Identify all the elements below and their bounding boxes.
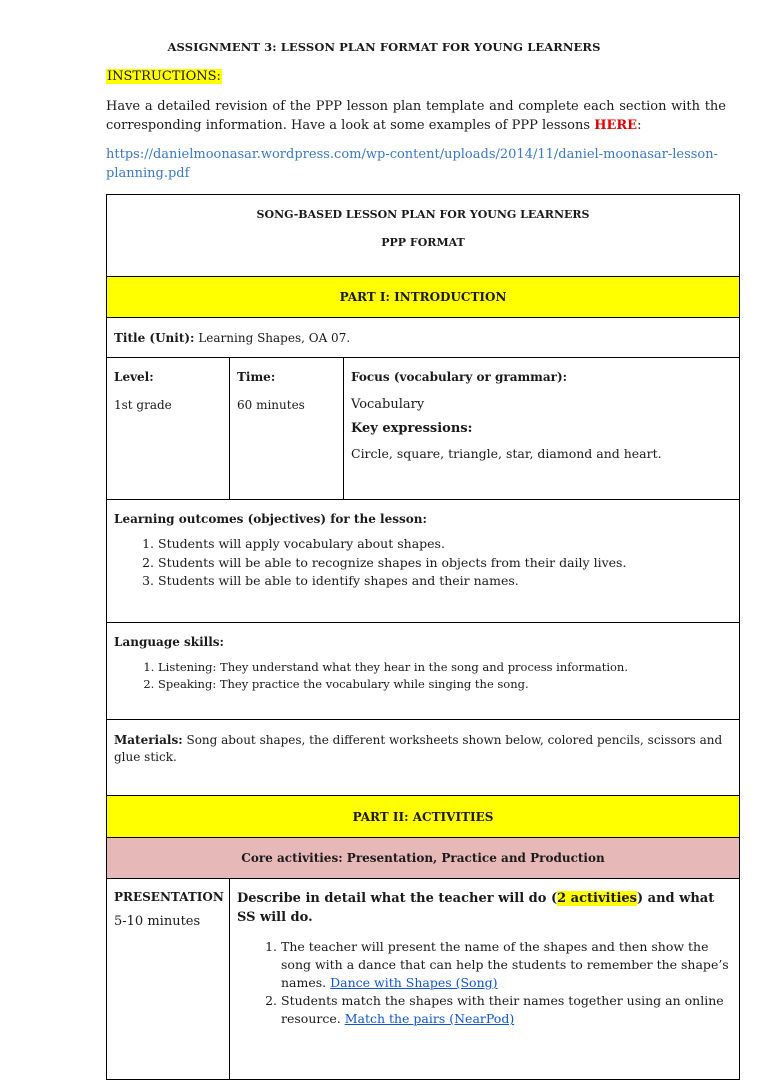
instructions-body: Have a detailed revision of the PPP lesson plan template and complete each section with the corresponding information. Have a look at some examples of PPP lessons — [106, 99, 726, 133]
skill-item: 2. Speaking: They practice the vocabulary while singing the song. — [158, 676, 732, 693]
level-time-focus-row — [107, 358, 740, 500]
plan-heading: SONG-BASED LESSON PLAN FOR YOUNG LEARNERS — [256, 208, 590, 221]
time-cell — [230, 358, 344, 500]
plan-heading-cell — [107, 195, 740, 277]
key-expressions-value: Circle, square, triangle, star, diamond and heart. — [351, 446, 662, 461]
presentation-time: 5-10 minutes — [114, 914, 201, 929]
level-cell — [107, 358, 230, 500]
focus-value: Vocabulary — [351, 397, 425, 412]
title-value: Learning Shapes, OA 07. — [198, 330, 351, 345]
skills-cell — [107, 623, 740, 720]
activity2-text: Students match the shapes with their names together using an online resource. — [281, 993, 724, 1026]
title-label: Title (Unit): — [114, 330, 195, 345]
time-label: Time: — [237, 370, 276, 384]
materials-label: Materials: — [114, 733, 183, 747]
outcome-item: 2. Students will be able to recognize shapes in objects from their daily lives. — [158, 554, 732, 573]
presentation-cell — [107, 879, 230, 1080]
dance-with-shapes-link[interactable]: Dance with Shapes (Song) — [330, 975, 498, 990]
describe-pre: Describe in detail what the teacher will do ( — [237, 891, 558, 906]
outcomes-cell — [107, 500, 740, 623]
materials-row — [107, 720, 740, 796]
materials-value: Song about shapes, the different worksheets shown below, colored pencils, scissors and glue stick. — [114, 733, 723, 764]
skills-label: Language skills: — [114, 635, 224, 649]
materials-cell — [107, 720, 740, 796]
resource-url-link[interactable]: https://danielmoonasar.wordpress.com/wp-content/uploads/2014/11/daniel-moonasar-lesson-planning.pdf — [106, 147, 719, 181]
outcomes-row — [107, 500, 740, 623]
presentation-row — [107, 879, 740, 1080]
outcomes-label: Learning outcomes (objectives) for the lesson: — [114, 512, 427, 526]
title-cell — [107, 318, 740, 358]
focus-label: Focus (vocabulary or grammar): — [351, 370, 568, 384]
match-the-pairs-link[interactable]: Match the pairs (NearPod) — [344, 1011, 515, 1026]
time-value: 60 minutes — [237, 398, 305, 412]
here-suffix: : — [637, 117, 642, 133]
plan-format: PPP FORMAT — [381, 236, 465, 249]
page-title: ASSIGNMENT 3: LESSON PLAN FORMAT FOR YOUNG LEARNERS — [167, 40, 601, 54]
instructions-text — [106, 98, 726, 135]
lesson-plan-table — [106, 194, 740, 1080]
level-label: Level: — [114, 370, 154, 384]
part2-row — [107, 796, 740, 838]
presentation-detail-cell — [230, 879, 740, 1080]
core-activities-heading: Core activities: Presentation, Practice and Production — [107, 838, 740, 879]
activity-item — [281, 992, 732, 1028]
key-expressions-label: Key expressions: — [351, 421, 473, 436]
level-value: 1st grade — [114, 398, 172, 412]
skill-item: 1. Listening: They understand what they hear in the song and process information. — [158, 659, 732, 676]
activities-count-highlight: 2 activities — [557, 891, 637, 906]
here-link[interactable]: HERE — [594, 117, 638, 133]
describe-post: ) and what SS will do. — [237, 891, 715, 925]
skills-row — [107, 623, 740, 720]
part1-heading: PART I: INTRODUCTION — [107, 277, 740, 318]
title-row — [107, 318, 740, 358]
skills-list — [114, 659, 732, 692]
outcome-item: 1. Students will apply vocabulary about shapes. — [158, 535, 732, 554]
presentation-activity-list — [237, 938, 732, 1028]
focus-cell — [344, 358, 740, 500]
part1-row — [107, 277, 740, 318]
plan-heading-row — [107, 195, 740, 277]
core-row — [107, 838, 740, 879]
activity1-text: The teacher will present the name of the shapes and then show the song with a dance that can help the students to remember the shape’s names. — [281, 939, 729, 990]
presentation-label: PRESENTATION — [114, 890, 224, 904]
activity-item — [281, 938, 732, 992]
instructions-heading: INSTRUCTIONS: — [107, 69, 221, 84]
describe-instruction — [237, 889, 732, 927]
outcomes-list — [114, 535, 732, 591]
outcome-item: 3. Students will be able to identify shapes and their names. — [158, 572, 732, 591]
part2-heading: PART II: ACTIVITIES — [107, 796, 740, 838]
